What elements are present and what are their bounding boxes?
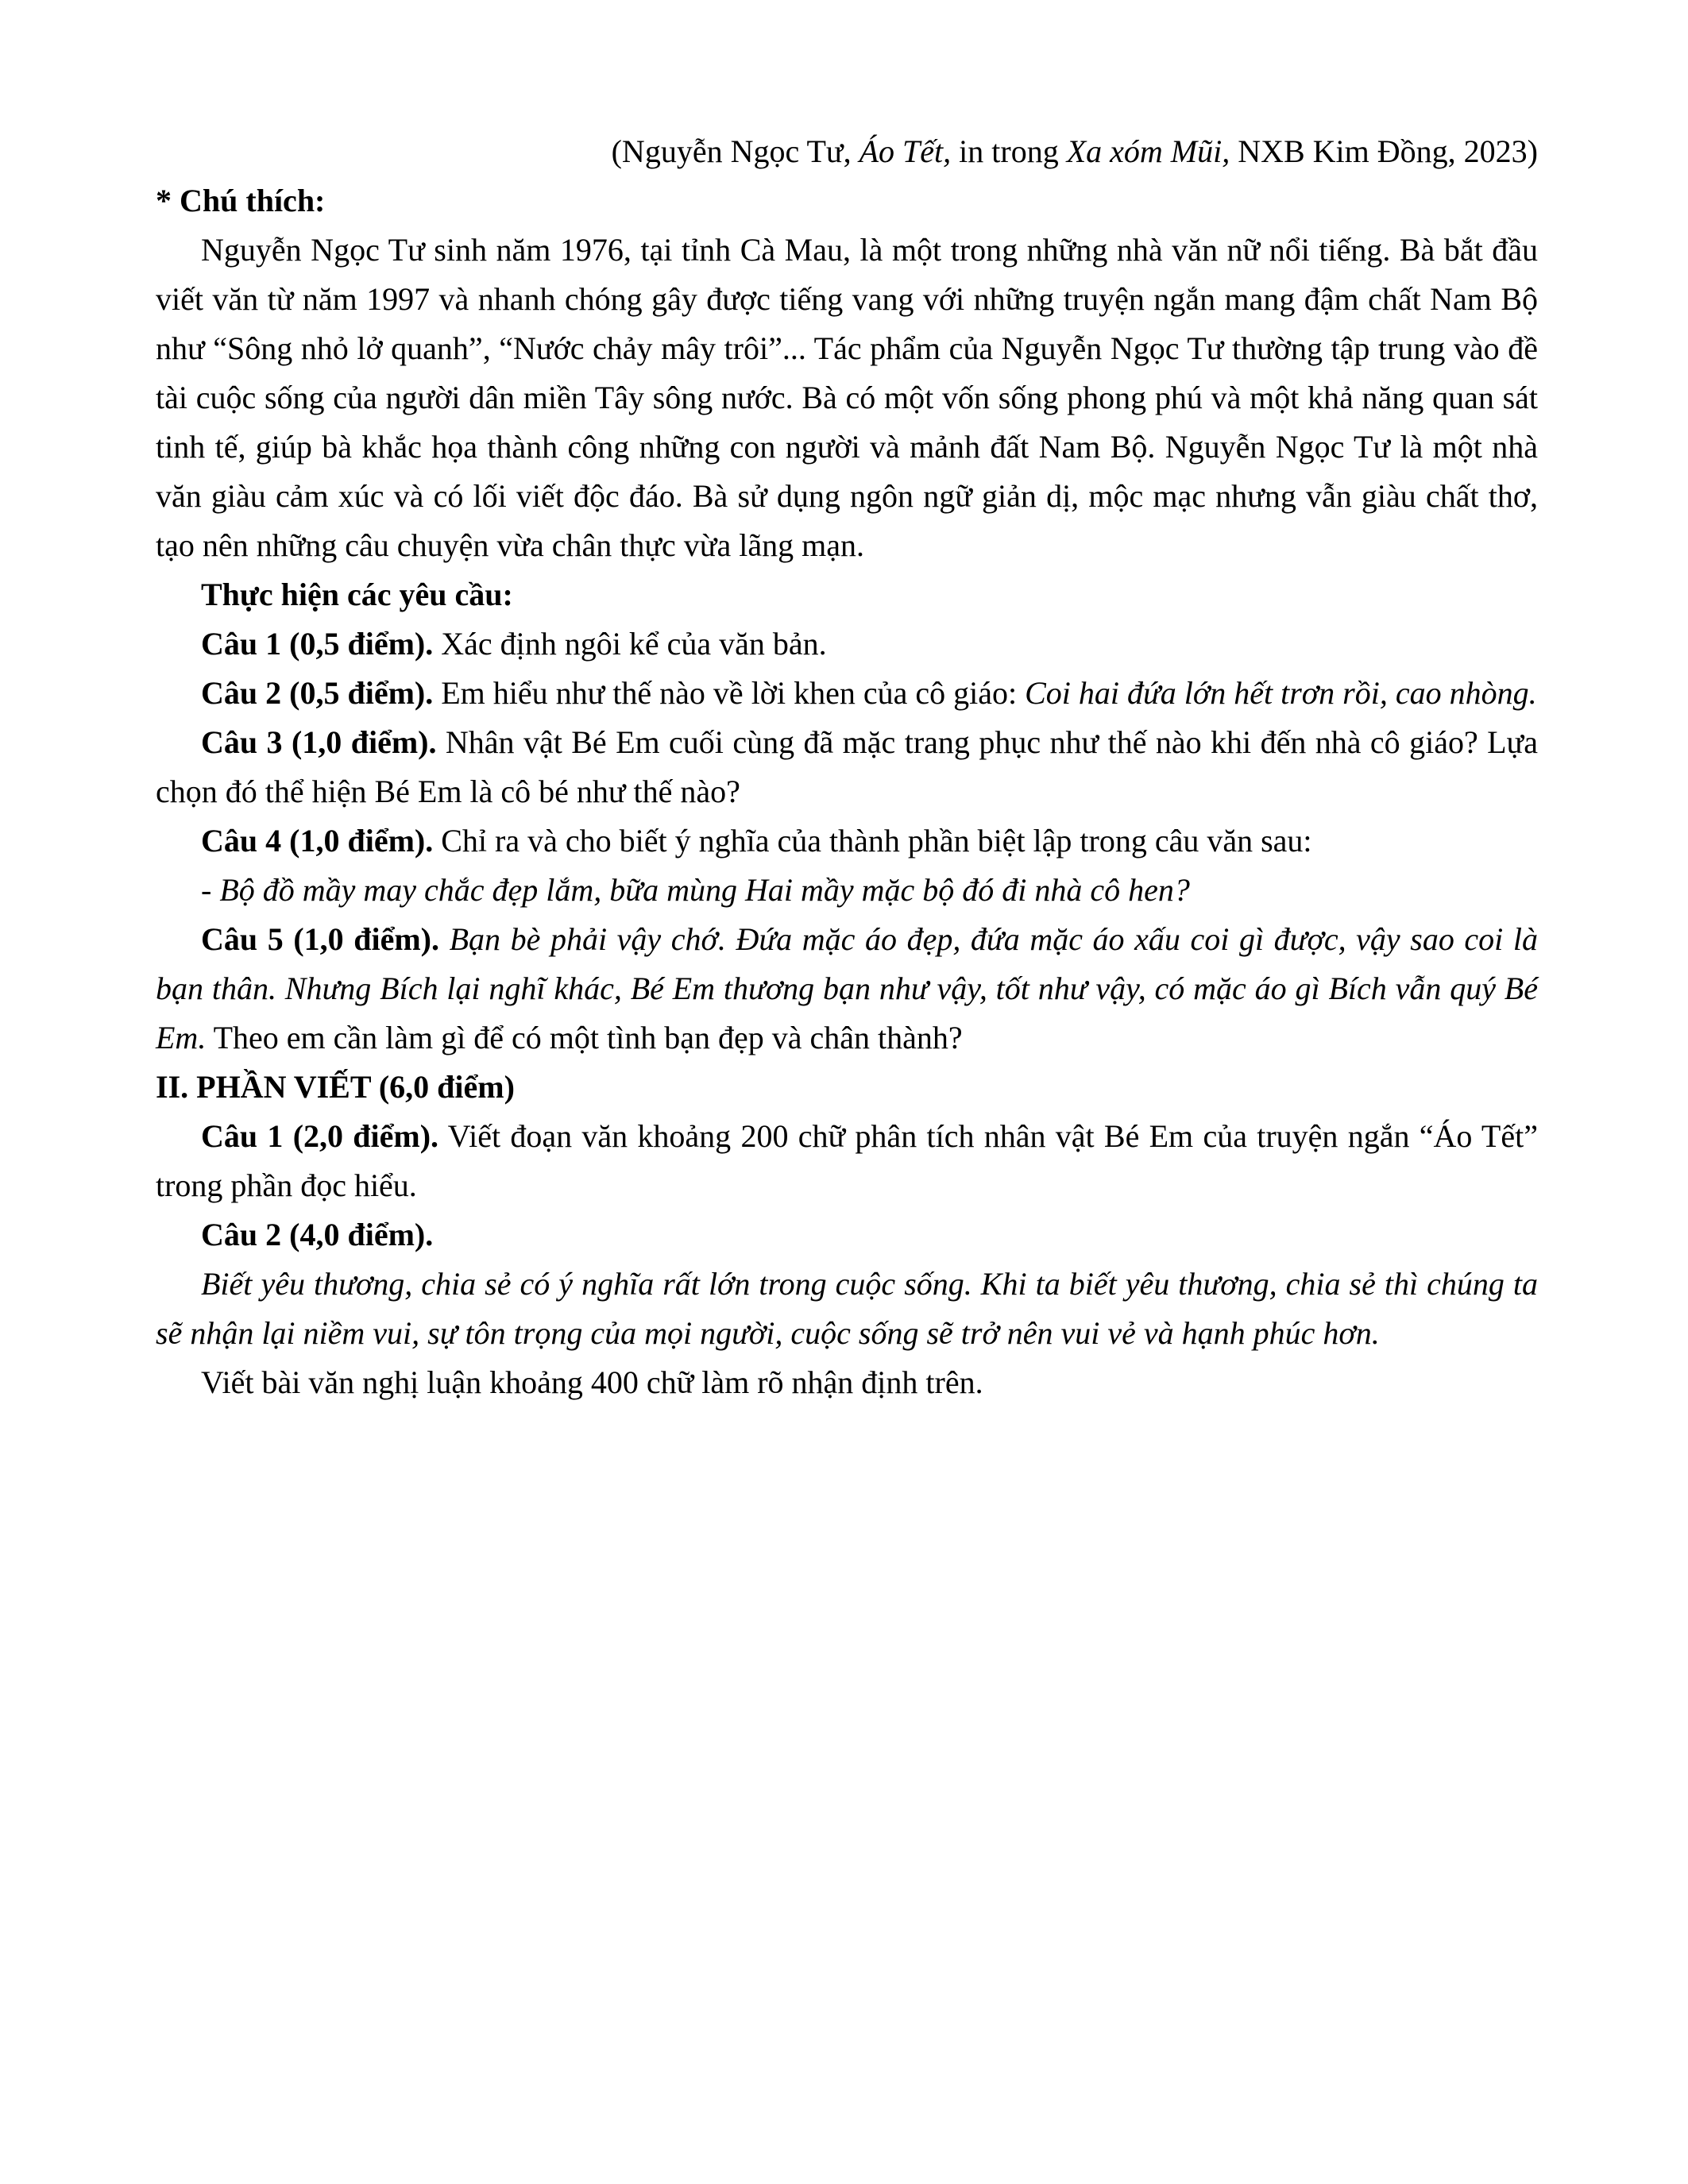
question-text: Chỉ ra và cho biết ý nghĩa của thành phần biệt lập trong câu văn sau:: [433, 823, 1312, 859]
source-run: (Nguyễn Ngọc Tư,: [611, 133, 859, 169]
reading-question-4-example: - Bộ đồ mầy may chắc đẹp lắm, bữa mùng Hai mầy mặc bộ đó đi nhà cô hen?: [201, 872, 1190, 908]
question-label: Câu 3 (1,0 điểm).: [201, 724, 437, 760]
source-run: in trong: [951, 133, 1067, 169]
source-run: NXB Kim Đồng, 2023): [1230, 133, 1538, 169]
question-label: Câu 2 (0,5 điểm).: [201, 675, 434, 711]
reading-question-5: [156, 915, 1538, 1063]
note-heading: * Chú thích:: [156, 183, 326, 218]
collection-title: Xa xóm Mũi,: [1066, 133, 1230, 169]
question-text: Viết đoạn văn khoảng 200 chữ phân tích nhân vật Bé Em của truyện ngắn “Áo Tết” trong phần đọc hiểu.: [156, 1118, 1538, 1203]
question-label: Câu 1 (0,5 điểm).: [201, 626, 434, 662]
question-text: Theo em cần làm gì để có một tình bạn đẹp và chân thành?: [206, 1020, 963, 1055]
reading-question-4: [156, 816, 1538, 866]
question-label: Câu 2 (4,0 điểm).: [201, 1217, 434, 1252]
quoted-text: Bạn bè phải vậy chớ. Đứa mặc áo đẹp, đứa mặc áo xấu coi gì được, vậy sao coi là bạn thân. Nhưng Bích lại nghĩ khác, Bé Em thương bạn như vậy, tốt như vậy, có mặc áo gì Bích vẫn quý Bé Em.: [156, 921, 1538, 1055]
writing-question-2-statement: Biết yêu thương, chia sẻ có ý nghĩa rất lớn trong cuộc sống. Khi ta biết yêu thương, chia sẻ thì chúng ta sẽ nhận lại niềm vui, sự tôn trọng của mọi người, cuộc sống sẽ trở nên vui vẻ và hạnh phúc hơn.: [156, 1266, 1538, 1351]
instruction-heading: Thực hiện các yêu cầu:: [201, 577, 513, 612]
question-text: Xác định ngôi kể của văn bản.: [433, 626, 827, 662]
reading-question-3: [156, 718, 1538, 816]
reading-question-2: [156, 669, 1538, 718]
author-bio-paragraph: Nguyễn Ngọc Tư sinh năm 1976, tại tỉnh Cà Mau, là một trong những nhà văn nữ nổi tiếng. Bà bắt đầu viết văn từ năm 1997 và nhanh chóng gây được tiếng vang với những truyện ngắn mang đậm chất Nam Bộ như “Sông nhỏ lở quanh”, “Nước chảy mây trôi”... Tác phẩm của Nguyễn Ngọc Tư thường tập trung vào đề tài cuộc sống của người dân miền Tây sông nước. Bà có một vốn sống phong phú và một khả năng quan sát tinh tế, giúp bà khắc họa thành công những con người và mảnh đất Nam Bộ. Nguyễn Ngọc Tư là một nhà văn giàu cảm xúc và có lối viết độc đáo. Bà sử dụng ngôn ngữ giản dị, mộc mạc nhưng vẫn giàu chất thơ, tạo nên những câu chuyện vừa chân thực vừa lãng mạn.: [156, 232, 1538, 563]
writing-section-heading: II. PHẦN VIẾT (6,0 điểm): [156, 1069, 515, 1105]
writing-question-2-label: [156, 1210, 1538, 1260]
question-label: Câu 5 (1,0 điểm).: [201, 921, 439, 957]
question-text: Em hiểu như thế nào về lời khen của cô giáo:: [433, 675, 1026, 711]
question-label: Câu 4 (1,0 điểm).: [201, 823, 434, 859]
writing-question-1: [156, 1112, 1538, 1210]
source-attribution: [156, 127, 1538, 176]
writing-question-2-task: Viết bài văn nghị luận khoảng 400 chữ làm rõ nhận định trên.: [201, 1364, 983, 1400]
question-text: Nhân vật Bé Em cuối cùng đã mặc trang phục như thế nào khi đến nhà cô giáo? Lựa chọn đó thể hiện Bé Em là cô bé như thế nào?: [156, 724, 1538, 809]
exam-text-block: [156, 127, 1538, 1407]
question-label: Câu 1 (2,0 điểm).: [201, 1118, 439, 1154]
quoted-text: Coi hai đứa lớn hết trơn rồi, cao nhòng.: [1025, 675, 1537, 711]
work-title: Áo Tết,: [859, 133, 952, 169]
reading-question-1: [156, 619, 1538, 669]
